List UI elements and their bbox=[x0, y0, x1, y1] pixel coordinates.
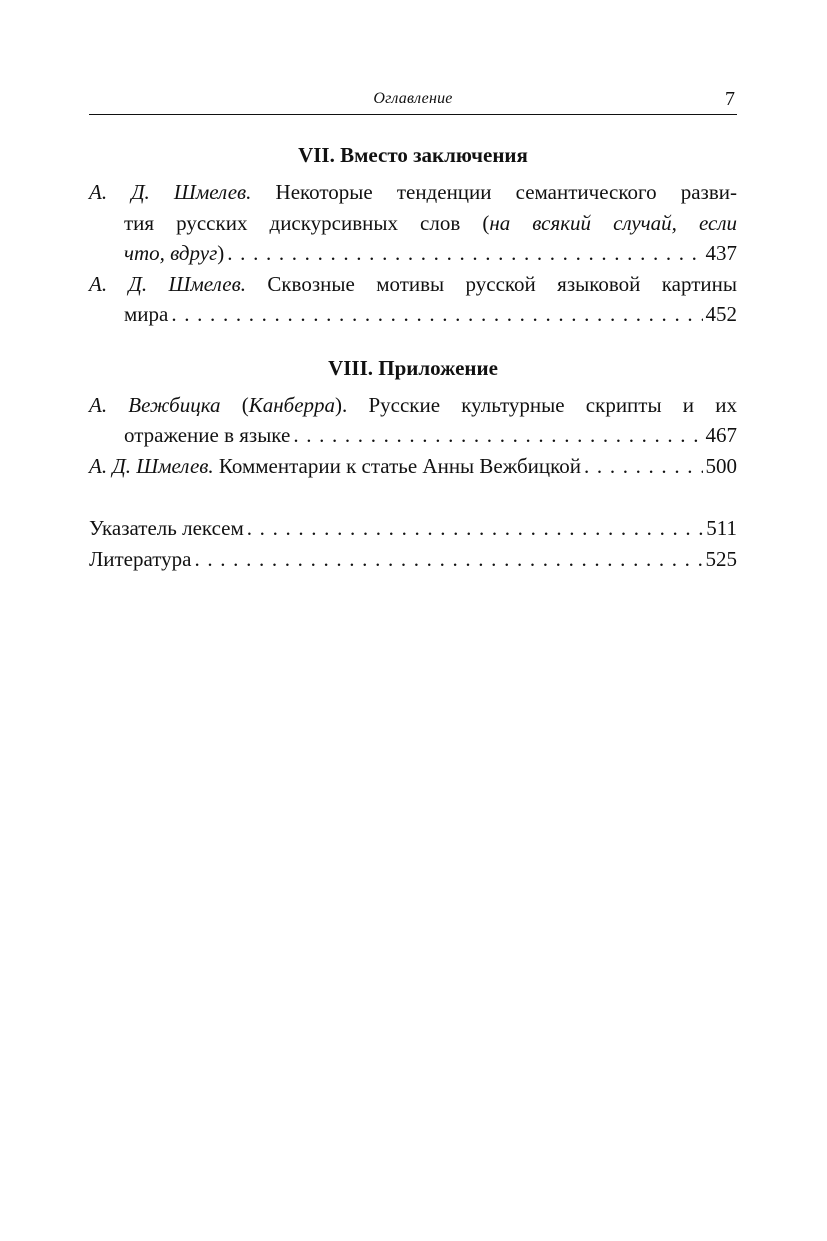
entry-page-number: 437 bbox=[705, 241, 737, 265]
entry-italic-text: на всякий случай, если bbox=[489, 210, 737, 235]
dot-leader bbox=[194, 544, 702, 575]
toc-entry-bibliography[interactable] bbox=[89, 544, 737, 575]
toc-entry-line bbox=[89, 208, 737, 239]
entry-page-number: 500 bbox=[705, 453, 737, 478]
section-title-vii: VII. Вместо заключения bbox=[298, 143, 528, 167]
dot-leader bbox=[227, 238, 702, 269]
page-number: 7 bbox=[725, 88, 735, 110]
toc-entry-line bbox=[89, 451, 737, 482]
entry-author: А. Д. Шмелев. bbox=[89, 453, 214, 478]
entry-title-text: отражение в языке bbox=[124, 423, 291, 447]
entry-italic-text: что, вдруг bbox=[124, 241, 218, 265]
toc-entry[interactable] bbox=[89, 390, 737, 451]
entry-title-text: Комментарии к статье Анны Вежбицкой bbox=[213, 453, 582, 478]
toc-entry-line bbox=[89, 299, 737, 330]
dot-leader bbox=[171, 299, 702, 330]
entry-page-number: 452 bbox=[705, 302, 737, 326]
toc-entry-line bbox=[89, 238, 737, 269]
entry-title-text: Литература bbox=[89, 546, 192, 571]
entry-title-text: тия русских дискурсивных слов ( bbox=[124, 210, 490, 235]
toc-entry-index[interactable] bbox=[89, 513, 737, 544]
running-header bbox=[89, 86, 737, 115]
running-title: Оглавление bbox=[373, 90, 453, 107]
entry-title-text: ) bbox=[217, 241, 225, 265]
toc-entry[interactable] bbox=[89, 177, 737, 269]
entry-author: А. Д. Шмелев. bbox=[89, 271, 246, 296]
entry-author: А. Д. Шмелев. bbox=[89, 180, 252, 204]
dot-leader bbox=[584, 451, 702, 482]
section-title-viii: VIII. Приложение bbox=[328, 355, 498, 380]
entry-author: А. Вежбицка bbox=[89, 392, 221, 417]
toc-entry-line bbox=[89, 390, 737, 421]
section-vii-entries bbox=[89, 177, 737, 330]
toc-entry-line bbox=[89, 269, 737, 300]
entry-title-text: Указатель лексем bbox=[89, 516, 244, 540]
toc-entry-line bbox=[89, 177, 737, 208]
dot-leader bbox=[247, 513, 703, 544]
toc-entry-line bbox=[89, 420, 737, 451]
toc-entry[interactable] bbox=[89, 269, 737, 330]
entry-title-text: Сквозные мотивы русской языковой картины bbox=[245, 271, 737, 296]
toc-entry[interactable] bbox=[89, 451, 737, 482]
entry-page-number: 525 bbox=[705, 546, 737, 571]
entry-page-number: 511 bbox=[706, 516, 737, 540]
entry-title-text: ). Русские культурные скрипты и их bbox=[335, 392, 737, 417]
entry-title-text: Некоторые тенденции семантического разви- bbox=[251, 180, 737, 204]
back-matter-entries bbox=[89, 513, 737, 574]
entry-page-number: 467 bbox=[705, 423, 737, 447]
table-of-contents-page bbox=[89, 86, 737, 574]
dot-leader bbox=[293, 420, 702, 451]
entry-title-text: ( bbox=[220, 392, 249, 417]
section-viii-entries bbox=[89, 390, 737, 482]
entry-affiliation: Канберра bbox=[248, 392, 336, 417]
entry-title-text: мира bbox=[124, 302, 169, 326]
